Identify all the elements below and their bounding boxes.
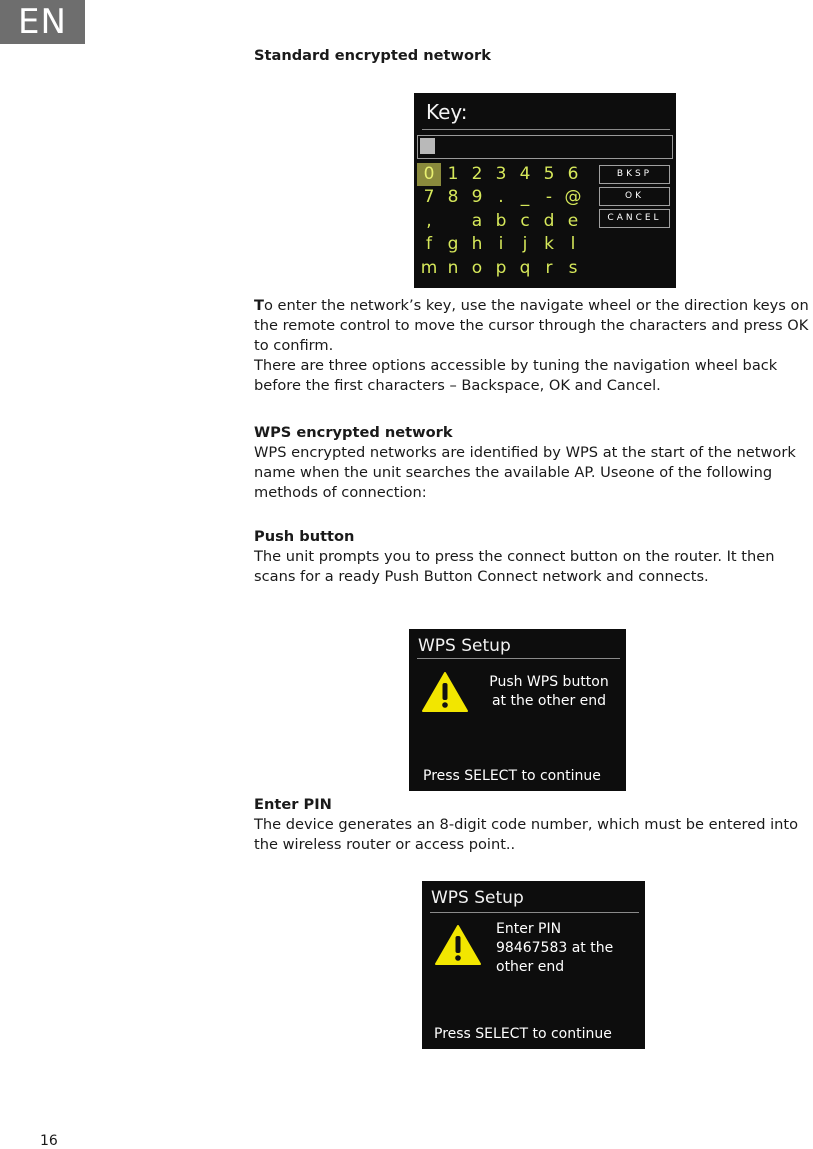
wps-pin-screen bbox=[422, 881, 645, 1049]
select-prompt: Press SELECT to continue bbox=[423, 768, 601, 784]
char-row bbox=[417, 257, 585, 280]
paragraph: The unit prompts you to press the connect button on the router. It then scans for a ready Push Button Connect network and connects. bbox=[254, 548, 775, 585]
select-prompt: Press SELECT to continue bbox=[434, 1026, 612, 1042]
char-key-space[interactable] bbox=[441, 210, 465, 233]
wps-message bbox=[479, 673, 619, 711]
char-key[interactable]: 1 bbox=[447, 164, 459, 184]
char-row bbox=[417, 233, 585, 256]
key-screen-title: Key: bbox=[426, 100, 468, 124]
char-key[interactable]: s bbox=[568, 257, 578, 278]
paragraph bbox=[254, 296, 809, 356]
char-key[interactable]: p bbox=[495, 257, 507, 278]
char-key[interactable]: m bbox=[420, 257, 438, 278]
section-wps bbox=[254, 423, 809, 503]
char-key[interactable]: 4 bbox=[519, 164, 531, 184]
warning-icon bbox=[421, 671, 469, 713]
message-line: at the other end bbox=[491, 693, 607, 709]
message-line: other end bbox=[496, 959, 565, 975]
char-key[interactable]: j bbox=[522, 234, 528, 255]
char-key[interactable]: a bbox=[471, 210, 483, 231]
char-key[interactable]: i bbox=[498, 234, 504, 255]
cancel-button[interactable]: CANCEL bbox=[599, 209, 670, 228]
char-key[interactable]: 7 bbox=[423, 187, 435, 208]
section-enter-pin bbox=[254, 795, 809, 855]
char-key[interactable]: c bbox=[520, 210, 530, 231]
char-row bbox=[417, 163, 585, 186]
paragraph-text: o enter the network’s key, use the navigate wheel or the direction keys on the remote control to move the cursor through the characters and press OK to confirm. bbox=[254, 297, 809, 354]
text-cursor bbox=[420, 138, 435, 154]
char-key[interactable]: _ bbox=[520, 187, 530, 208]
pin-code-line: 98467583 at the bbox=[496, 940, 614, 956]
message-line: Push WPS button bbox=[489, 674, 609, 690]
paragraph: There are three options accessible by tuning the navigation wheel back before the first characters – Backspace, OK and Cancel. bbox=[254, 357, 778, 394]
char-key[interactable]: , bbox=[426, 210, 432, 231]
char-key[interactable]: e bbox=[567, 210, 579, 231]
char-key[interactable]: n bbox=[447, 257, 459, 278]
char-key[interactable]: q bbox=[519, 257, 531, 278]
char-key[interactable]: 2 bbox=[471, 164, 483, 184]
warning-icon bbox=[434, 924, 482, 966]
section-heading-wps: WPS encrypted network bbox=[254, 424, 453, 441]
divider bbox=[417, 658, 620, 659]
ok-button[interactable]: OK bbox=[599, 187, 670, 206]
char-key[interactable]: d bbox=[543, 210, 555, 231]
section-push-button bbox=[254, 527, 809, 587]
page-number: 16 bbox=[40, 1133, 58, 1149]
wps-push-screen bbox=[409, 629, 626, 791]
section-heading-standard: Standard encrypted network bbox=[254, 47, 491, 64]
divider bbox=[422, 129, 670, 130]
char-key[interactable]: l bbox=[570, 234, 576, 255]
wps-screen-title: WPS Setup bbox=[418, 636, 511, 656]
char-key[interactable]: @ bbox=[564, 187, 582, 208]
char-key-selected[interactable]: 0 bbox=[417, 163, 441, 186]
char-key[interactable]: f bbox=[426, 234, 432, 255]
character-grid bbox=[417, 163, 585, 280]
char-key[interactable]: h bbox=[471, 234, 483, 255]
char-row bbox=[417, 210, 585, 233]
paragraph: The device generates an 8-digit code number, which must be entered into the wireless router or access point.. bbox=[254, 816, 799, 853]
char-key[interactable]: 9 bbox=[471, 187, 483, 208]
backspace-button[interactable]: BKSP bbox=[599, 165, 670, 184]
char-key[interactable]: b bbox=[495, 210, 507, 231]
char-key[interactable]: - bbox=[545, 187, 553, 208]
char-key[interactable]: . bbox=[498, 187, 504, 208]
char-key[interactable]: 8 bbox=[447, 187, 459, 208]
char-key[interactable]: 6 bbox=[567, 164, 579, 184]
char-key[interactable]: g bbox=[447, 234, 459, 255]
key-input-field[interactable] bbox=[417, 135, 673, 159]
char-key[interactable]: k bbox=[544, 234, 554, 255]
section-heading-pin: Enter PIN bbox=[254, 796, 332, 813]
section-standard-body bbox=[254, 296, 809, 396]
message-line: Enter PIN bbox=[496, 921, 562, 937]
language-tab: EN bbox=[0, 0, 85, 44]
wps-screen-title: WPS Setup bbox=[431, 888, 524, 908]
paragraph: WPS encrypted networks are identified by WPS at the start of the network name when the unit searches the available AP. Useone of the following methods of connection: bbox=[254, 444, 796, 501]
char-row bbox=[417, 186, 585, 209]
key-entry-screen bbox=[414, 93, 676, 288]
char-key[interactable]: 5 bbox=[543, 164, 555, 184]
drop-letter: T bbox=[254, 297, 264, 314]
char-key[interactable]: 3 bbox=[495, 164, 507, 184]
section-heading-push: Push button bbox=[254, 528, 355, 545]
char-key[interactable]: r bbox=[545, 257, 553, 278]
char-key[interactable]: o bbox=[471, 257, 483, 278]
divider bbox=[430, 912, 639, 913]
wps-message bbox=[496, 920, 641, 977]
